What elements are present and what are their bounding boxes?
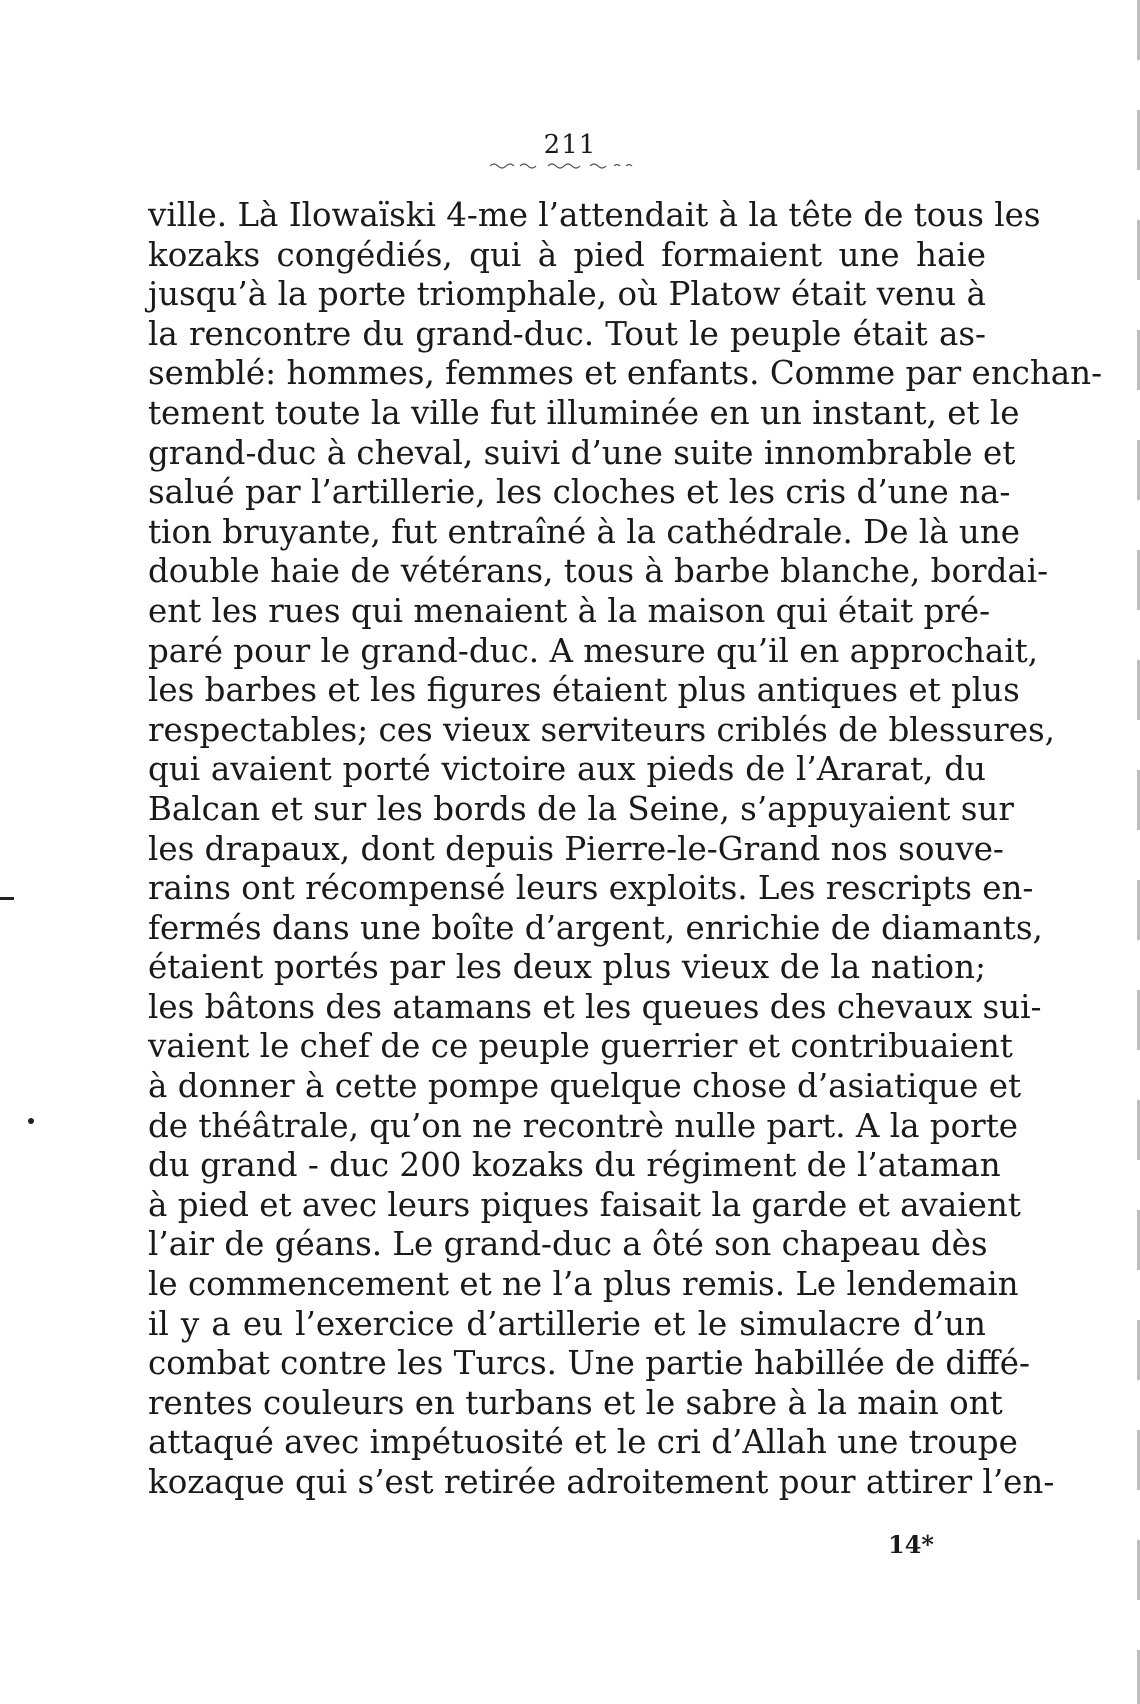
- text-line: grand-duc à cheval, suivi d’une suite innombrable et: [148, 433, 1016, 472]
- text-line: salué par l’artillerie, les cloches et les cris d’une na-: [148, 473, 1011, 512]
- text-line: double haie de vétérans, tous à barbe blanche, bordai-: [148, 552, 1049, 591]
- scan-mark: [28, 1118, 34, 1124]
- text-line: ville. Là Ilowaïski 4-me l’attendait à la tête de tous les: [148, 196, 1041, 234]
- text-line: à pied et avec leurs piques faisait la garde et avaient: [148, 1185, 1021, 1224]
- text-line: fermés dans une boîte d’argent, enrichie de diamants,: [148, 908, 1043, 947]
- text-line: le commencement et ne l’a plus remis. Le lendemain: [148, 1265, 1019, 1304]
- text-line: semblé: hommes, femmes et enfants. Comme par enchan-: [148, 354, 1103, 393]
- text-line: kozaks congédiés, qui à pied formaient une haie: [148, 235, 986, 274]
- text-line: la rencontre du grand-duc. Tout le peuple était as-: [148, 314, 986, 353]
- text-line: étaient portés par les deux plus vieux de la nation;: [148, 948, 986, 987]
- body-text: [148, 196, 1103, 1503]
- text-line: combat contre les Turcs. Une partie habillée de diffé-: [148, 1344, 1030, 1383]
- text-line: rains ont récompensé leurs exploits. Les rescripts en-: [148, 869, 1034, 908]
- page-number: 211: [543, 130, 597, 160]
- text-line: de théâtrale, qu’on ne recontrè nulle part. A la porte: [148, 1106, 1019, 1145]
- header-rule-ornament: [490, 160, 640, 170]
- text-line: les barbes et les figures étaient plus antiques et plus: [148, 671, 1020, 710]
- text-line: paré pour le grand-duc. A mesure qu’il en approchait,: [148, 631, 1039, 670]
- text-line: respectables; ces vieux serviteurs criblés de blessures,: [148, 710, 1055, 749]
- scan-mark: [0, 897, 14, 900]
- text-line: les drapaux, dont depuis Pierre-le-Grand nos souve-: [148, 829, 1004, 868]
- text-line: à donner à cette pompe quelque chose d’asiatique et: [148, 1067, 1022, 1106]
- text-line: Balcan et sur les bords de la Seine, s’appuyaient sur: [148, 789, 1014, 828]
- signature-mark: 14*: [888, 1530, 934, 1559]
- text-line: l’air de géans. Le grand-duc a ôté son chapeau dès: [148, 1225, 988, 1264]
- text-line: il y a eu l’exercice d’artillerie et le simulacre d’un: [148, 1304, 986, 1343]
- text-line: rentes couleurs en turbans et le sabre à la main ont: [148, 1383, 1003, 1422]
- text-line: kozaque qui s’est retirée adroitement pour attirer l’en-: [148, 1463, 1055, 1501]
- text-line: qui avaient porté victoire aux pieds de l’Ararat, du: [148, 750, 986, 789]
- text-line: tion bruyante, fut entraîné à la cathédrale. De là une: [148, 512, 1020, 551]
- text-line: du grand - duc 200 kozaks du régiment de l’ataman: [148, 1146, 1001, 1185]
- text-line: vaient le chef de ce peuple guerrier et contribuaient: [148, 1027, 1013, 1066]
- text-line: tement toute la ville fut illuminée en un instant, et le: [148, 393, 1020, 432]
- text-line: jusqu’à la porte triomphale, où Platow était venu à: [148, 275, 986, 314]
- text-line: attaqué avec impétuosité et le cri d’Allah une troupe: [148, 1423, 1018, 1462]
- text-line: les bâtons des atamans et les queues des chevaux sui-: [148, 987, 1042, 1026]
- text-line: ent les rues qui menaient à la maison qui était pré-: [148, 591, 991, 630]
